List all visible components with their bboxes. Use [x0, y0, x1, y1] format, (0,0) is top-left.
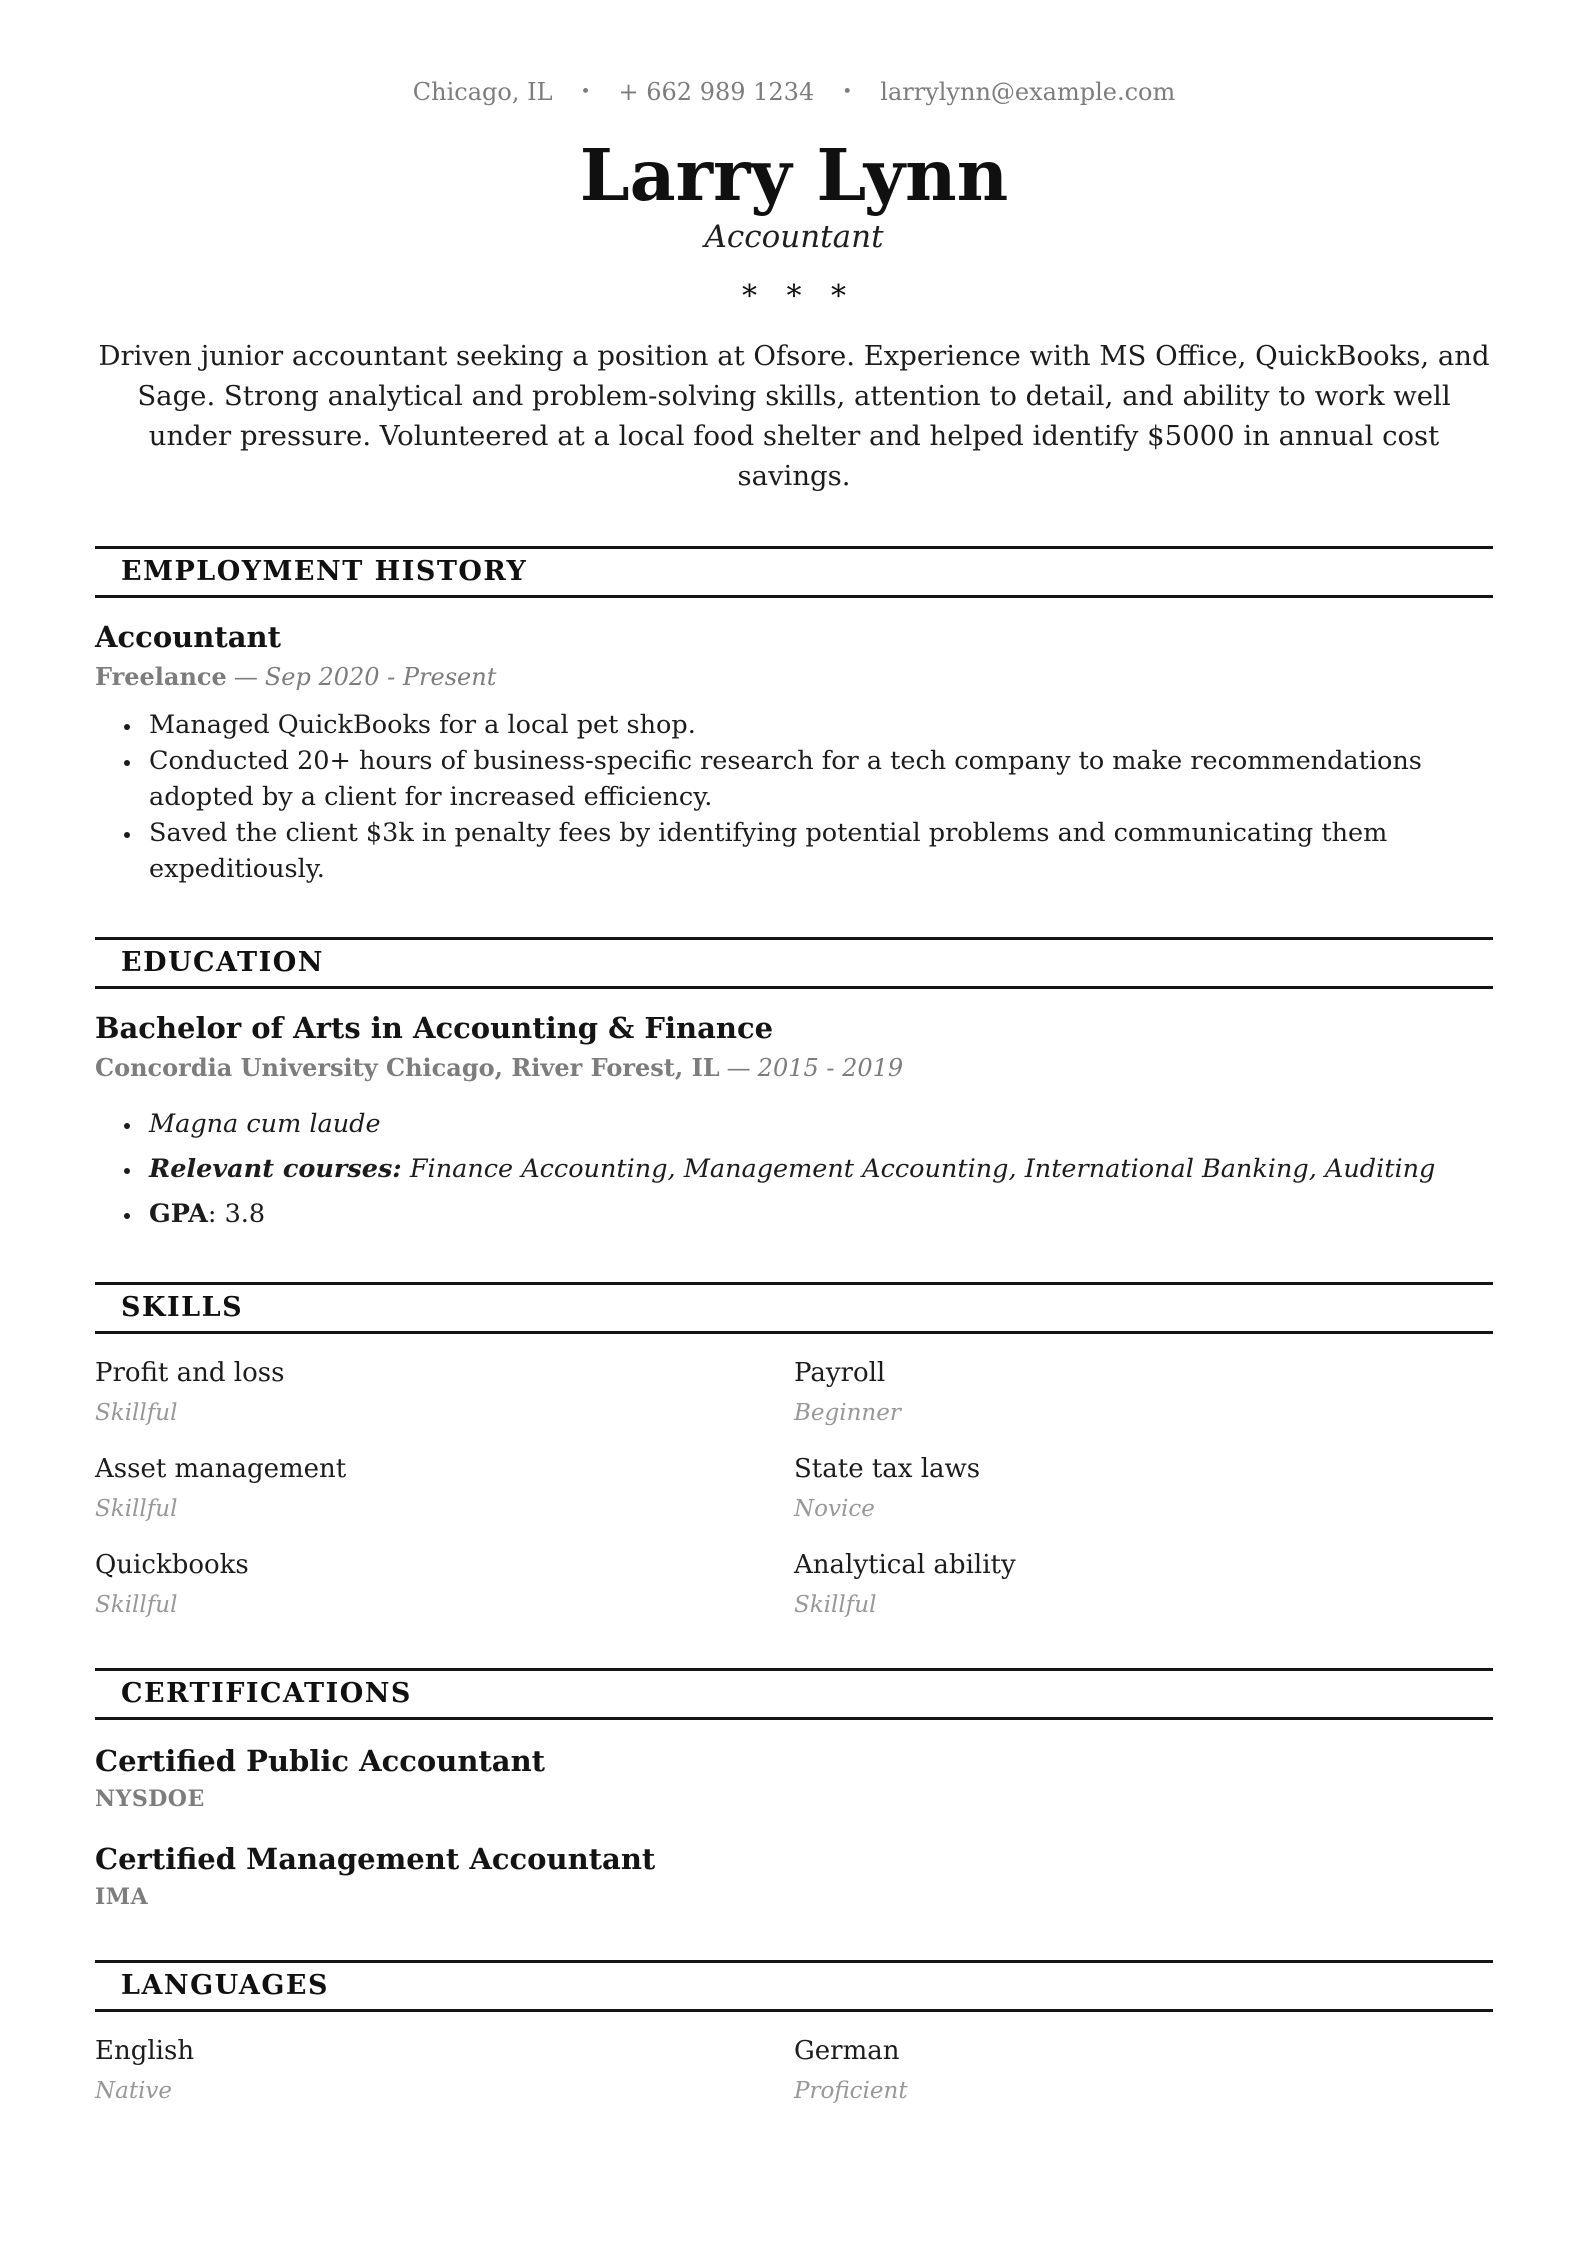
education-bullet: [143, 1196, 1493, 1232]
contact-line: [95, 78, 1493, 106]
section-skills: [95, 1282, 1493, 1618]
certification-title: Certified Management Accountant: [95, 1841, 656, 1876]
language-level: Native: [95, 2077, 173, 2104]
skill-name: Asset management: [95, 1453, 347, 1484]
section-certifications: [95, 1668, 1493, 1910]
education-bullet: [143, 1151, 1493, 1187]
certification-issuer: NYSDOE: [95, 1785, 205, 1812]
skill-level: Skillful: [95, 1591, 178, 1618]
skills-grid: [95, 1358, 1493, 1618]
job-bullet: • Managed QuickBooks for a local pet shop.: [143, 707, 1493, 743]
skill-item: [95, 1550, 794, 1618]
resume-header: [95, 78, 1493, 496]
job-bullet: • Conducted 20+ hours of business-specific research for a tech company to make recommendations adopted by a client for increased efficiency.: [143, 743, 1493, 815]
language-name: German: [794, 2035, 900, 2066]
decorative-asterisks: * * *: [741, 278, 847, 314]
job-title: Accountant: [95, 619, 281, 654]
skill-level: Beginner: [794, 1399, 901, 1426]
contact-email: larrylynn@example.com: [880, 78, 1176, 106]
skill-name: State tax laws: [794, 1453, 981, 1484]
language-name: English: [95, 2035, 195, 2066]
skill-level: Skillful: [95, 1495, 178, 1522]
job-entry: [95, 620, 1493, 887]
skill-name: Analytical ability: [794, 1549, 1016, 1580]
courses-label: Relevant courses:: [149, 1153, 402, 1184]
candidate-job-title: Accountant: [704, 218, 884, 255]
section-languages: [95, 1960, 1493, 2104]
skill-item: [95, 1454, 794, 1522]
courses-text: Finance Accounting, Management Accounting, International Banking, Auditing: [401, 1153, 1436, 1184]
section-education: [95, 937, 1493, 1232]
skill-item: [794, 1550, 1493, 1618]
skill-item: [95, 1358, 794, 1426]
contact-location: Chicago, IL: [412, 78, 553, 106]
section-heading-skills: SKILLS: [95, 1282, 1493, 1334]
language-level: Proficient: [794, 2077, 908, 2104]
skill-level: Skillful: [95, 1399, 178, 1426]
job-bullet: • Saved the client $3k in penalty fees by identifying potential problems and communicating them expeditiously.: [143, 815, 1493, 887]
certification-issuer: IMA: [95, 1883, 149, 1910]
job-bullet-list: [95, 707, 1493, 887]
education-bullet: [143, 1106, 1493, 1142]
candidate-name: Larry Lynn: [579, 133, 1009, 217]
education-bullet-list: [95, 1106, 1493, 1232]
separator-dot: •: [842, 82, 853, 102]
job-meta-line: [95, 662, 1493, 691]
education-dates: 2015 - 2019: [757, 1053, 904, 1082]
language-item: [95, 2036, 794, 2104]
education-meta-line: [95, 1053, 1493, 1082]
job-dates: Sep 2020 - Present: [264, 662, 497, 691]
institution-name: Concordia University Chicago, River Forest, IL: [95, 1052, 720, 1082]
section-heading-languages: LANGUAGES: [95, 1960, 1493, 2012]
certification-title: Certified Public Accountant: [95, 1743, 546, 1778]
meta-dash: —: [233, 662, 258, 691]
certification-entry: [95, 1744, 1493, 1812]
skill-level: Novice: [794, 1495, 875, 1522]
education-entry: [95, 1011, 1493, 1232]
skill-name: Profit and loss: [95, 1357, 285, 1388]
section-heading-certifications: CERTIFICATIONS: [95, 1668, 1493, 1720]
section-employment-history: [95, 546, 1493, 887]
section-heading-employment: EMPLOYMENT HISTORY: [95, 546, 1493, 598]
languages-grid: [95, 2036, 1493, 2104]
gpa-value: : 3.8: [207, 1198, 266, 1229]
skill-level: Skillful: [794, 1591, 877, 1618]
section-heading-education: EDUCATION: [95, 937, 1493, 989]
certification-entry: [95, 1842, 1493, 1910]
job-employer: Freelance: [95, 661, 227, 691]
degree-title: Bachelor of Arts in Accounting & Finance: [95, 1010, 774, 1045]
separator-dot: •: [580, 82, 591, 102]
skill-name: Payroll: [794, 1357, 886, 1388]
honors-text: Magna cum laude: [149, 1108, 381, 1139]
skill-item: [794, 1358, 1493, 1426]
language-item: [794, 2036, 1493, 2104]
profile-summary: Driven junior accountant seeking a position at Ofsore. Experience with MS Office, QuickBooks, and Sage. Strong analytical and problem-solving skills, attention to detail, and ability to work well under pressure. Volunteered at a local food shelter and helped identify $5000 in annual cost savings.: [98, 339, 1490, 492]
meta-dash: —: [726, 1053, 751, 1082]
skill-item: [794, 1454, 1493, 1522]
skill-name: Quickbooks: [95, 1549, 249, 1580]
contact-phone: + 662 989 1234: [618, 78, 815, 106]
gpa-label: GPA: [149, 1198, 208, 1229]
